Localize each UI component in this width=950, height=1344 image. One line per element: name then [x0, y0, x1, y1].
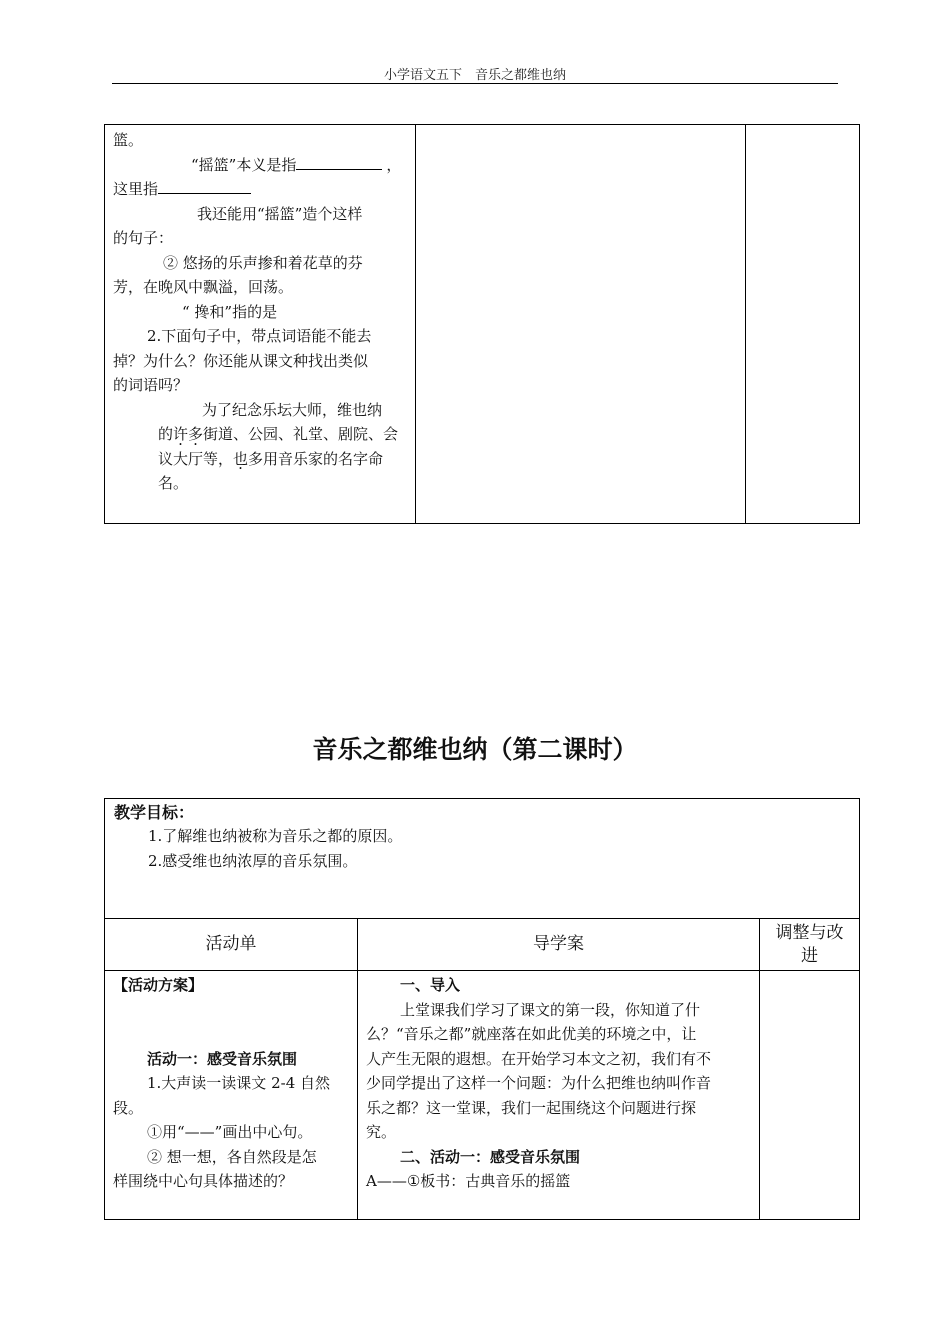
text-line: 究。: [366, 1123, 397, 1141]
text-line: 段。: [113, 1098, 144, 1117]
text-fragment: 这里指: [113, 180, 159, 198]
text-fragment: “摇篮”本义是指: [191, 155, 297, 174]
column-header-adjust: [760, 919, 859, 971]
section-heading: 一、导入: [400, 976, 461, 994]
continuation-table: [104, 124, 860, 524]
adjust-cell: [746, 125, 859, 523]
spacer: [113, 998, 349, 1023]
text-line: 样围绕中心句具体描述的？: [113, 1172, 294, 1190]
adjust-cell: [760, 971, 859, 1219]
goal-item: 2.感受维也纳浓厚的音乐氛围。: [148, 851, 358, 870]
dotted-char: 也: [233, 449, 249, 468]
text-line: [113, 153, 407, 178]
guide-cell: [358, 971, 760, 1219]
dotted-char: 许: [173, 425, 189, 443]
fill-blank[interactable]: [296, 154, 382, 170]
guide-cell: [416, 125, 746, 523]
text-line: [113, 422, 407, 447]
text-line: 1.大声读一读课文 2-4 自然: [147, 1074, 331, 1092]
fill-blank[interactable]: [158, 178, 251, 194]
text-line: 的句子：: [113, 229, 174, 247]
text-line: 2.下面句子中，带点词语能不能去: [147, 327, 372, 345]
text-line: [113, 447, 407, 472]
text-line: [113, 177, 407, 202]
text-line: ② 想一想，各自然段是怎: [147, 1147, 317, 1166]
spacer: [113, 1022, 349, 1047]
text-fragment: 议大厅等，: [158, 449, 234, 468]
activity-plan-heading: 【活动方案】: [113, 976, 204, 994]
text-line: 乐之都？这一堂课，我们一起围绕这个问题进行探: [366, 1098, 697, 1117]
header-line: 调整与改: [775, 922, 844, 943]
text-line: ①用“——”画出中心句。: [147, 1123, 313, 1141]
goal-item: 1.了解维也纳被称为音乐之都的原因。: [148, 827, 403, 845]
column-header-activity: 活动单: [105, 919, 358, 971]
activity-cell: [105, 971, 358, 1219]
text-line: A——①板书：古典音乐的摇篮: [366, 1172, 571, 1190]
teaching-goals: [105, 799, 859, 919]
text-line: 名。: [158, 474, 189, 492]
text-line: 我还能用“摇篮”造个这样: [197, 204, 363, 223]
text-line: 上堂课我们学习了课文的第一段，你知道了什: [400, 1000, 701, 1019]
page-header: 小学语文五下 音乐之都维也纳: [383, 68, 566, 83]
text-line: 少同学提出了这样一个问题：为什么把维也纳叫作音: [366, 1074, 712, 1092]
text-fragment: 街道、公园、礼堂、剧院、会: [203, 425, 399, 443]
text-line: 掉？为什么？你还能从课文种找出类似: [113, 351, 369, 370]
text-line: 为了纪念乐坛大师，维也纳: [202, 400, 383, 419]
text-line: 的词语吗？: [113, 376, 189, 394]
activity-cell: [105, 125, 416, 523]
lesson-title: 音乐之都维也纳（第二课时）: [312, 735, 638, 764]
text-fragment: 多用音乐家的名字命: [248, 449, 384, 468]
text-line: 么？“音乐之都”就座落在如此优美的环境之中，让: [366, 1025, 697, 1043]
text-fragment: 的: [158, 425, 174, 443]
activity-one-heading: 活动一：感受音乐氛围: [147, 1049, 298, 1068]
dotted-char: 多: [188, 425, 204, 443]
header-rule: [112, 83, 838, 84]
text-fragment: ，: [386, 155, 402, 174]
goals-heading: 教学目标：: [114, 803, 195, 822]
text-line: 芳，在晚风中飘溢，回荡。: [113, 278, 294, 296]
column-header-guide: 导学案: [358, 919, 760, 971]
lesson-table: [104, 798, 860, 1220]
header-line: 进: [801, 945, 818, 966]
text-line: 人产生无限的遐想。在开始学习本文之初，我们有不: [366, 1049, 712, 1068]
text-line: “ 搀和”指的是: [182, 302, 278, 321]
section-heading: 二、活动一：感受音乐氛围: [400, 1147, 581, 1166]
text-line: 篮。: [113, 131, 144, 149]
text-line: ② 悠扬的乐声掺和着花草的芬: [163, 253, 363, 272]
